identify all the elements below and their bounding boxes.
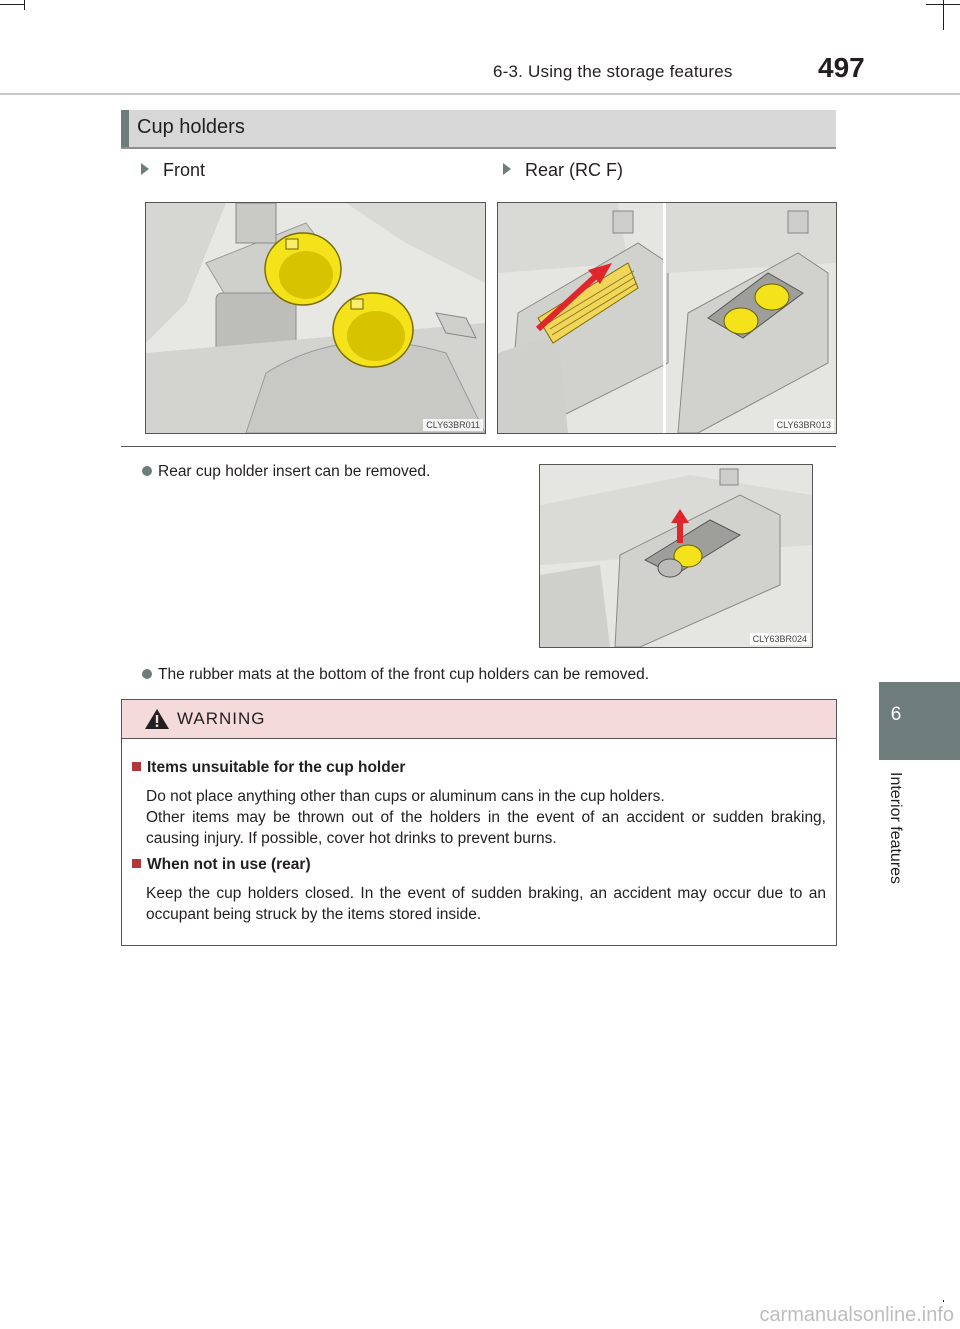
square-bullet-icon xyxy=(132,859,141,868)
crop-mark xyxy=(24,0,25,10)
warning-triangle-icon xyxy=(144,708,170,730)
front-cup-holder-illustration xyxy=(145,202,486,434)
chapter-tab xyxy=(879,682,960,760)
illustration-code: CLY63BR011 xyxy=(423,419,483,431)
warning-box xyxy=(121,699,837,946)
illustration-code: CLY63BR013 xyxy=(774,419,834,431)
note-bullet-rubber-mats: The rubber mats at the bottom of the front cup holders can be removed. xyxy=(142,666,649,684)
rear-cup-holder-illustration xyxy=(497,202,837,434)
page-number: 497 xyxy=(818,52,865,83)
insert-removal-illustration xyxy=(539,464,813,648)
warning-item-heading: When not in use (rear) xyxy=(132,856,311,874)
running-header: 6-3. Using the storage features xyxy=(493,62,733,81)
section-marker xyxy=(121,110,129,147)
warning-title: WARNING xyxy=(177,709,266,728)
separator-rule xyxy=(121,446,836,447)
chapter-title: Interior features xyxy=(887,772,904,885)
section-header xyxy=(121,110,836,149)
note-bullet-insert: Rear cup holder insert can be removed. xyxy=(142,463,430,481)
watermark-text: carmanualsonline.info xyxy=(759,1304,954,1326)
crop-mark xyxy=(943,0,944,30)
header-rule xyxy=(0,93,960,95)
warning-item-text: Keep the cup holders closed. In the event of sudden braking, an accident may occur due to an occupant being struck by the items stored inside. xyxy=(146,885,826,923)
square-bullet-icon xyxy=(132,762,141,771)
crop-mark xyxy=(0,4,24,5)
warning-header xyxy=(122,700,836,739)
caption-front: Front xyxy=(141,160,205,181)
watermark xyxy=(0,1302,960,1329)
section-title: Cup holders xyxy=(137,116,245,138)
illustration-code: CLY63BR024 xyxy=(750,633,810,645)
triangle-bullet-icon xyxy=(503,163,511,175)
caption-rear: Rear (RC F) xyxy=(503,160,623,181)
warning-item-heading: Items unsuitable for the cup holder xyxy=(132,759,405,777)
chapter-number: 6 xyxy=(890,704,902,725)
bullet-dot-icon xyxy=(142,466,152,476)
triangle-bullet-icon xyxy=(141,163,149,175)
warning-item-text: Do not place anything other than cups or aluminum cans in the cup holders. Other items may be thrown out of the holders in the event of an accident or sudden braking, causing injury. If possible, cover hot drinks to prevent burns. xyxy=(146,788,826,847)
bullet-dot-icon xyxy=(142,669,152,679)
